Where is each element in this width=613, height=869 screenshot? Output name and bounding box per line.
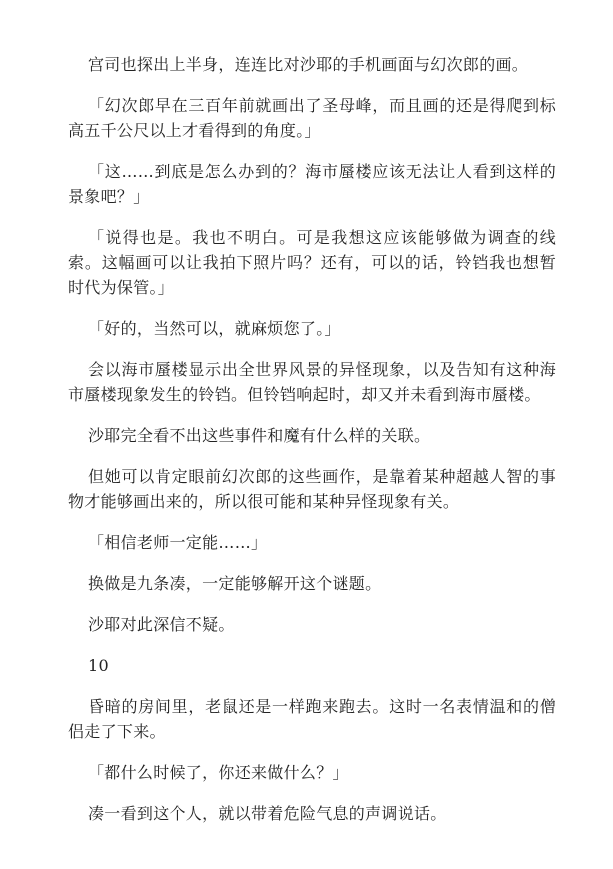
paragraph: 「说得也是。我也不明白。可是我想这应该能够做为调查的线索。这幅画可以让我拍下照片吗？还有，可以的话，铃铛我也想暂时代为保管。」: [68, 228, 556, 297]
paragraph: 沙耶对此深信不疑。: [88, 615, 235, 634]
paragraph: 「这……到底是怎么办到的？海市蜃楼应该无法让人看到这样的景象吧？」: [68, 162, 556, 206]
paragraph: 换做是九条凑，一定能够解开这个谜题。: [88, 574, 382, 593]
paragraph: 凑一看到这个人，就以带着危险气息的声调说话。: [88, 804, 447, 823]
document-page: [68, 52, 556, 842]
paragraph: 但她可以肯定眼前幻次郎的这些画作，是靠着某种超越人智的事物才能够画出来的，所以很可能和某种异怪现象有关。: [68, 467, 556, 511]
paragraph: 宫司也探出上半身，连连比对沙耶的手机画面与幻次郎的画。: [88, 55, 529, 74]
paragraph: 会以海市蜃楼显示出全世界风景的异怪现象，以及告知有这种海市蜃楼现象发生的铃铛。但铃铛响起时，却又并未看到海市蜃楼。: [68, 360, 556, 404]
paragraph: 沙耶完全看不出这些事件和魔有什么样的关联。: [88, 426, 431, 445]
paragraph: 「好的，当然可以，就麻烦您了。」: [88, 319, 341, 338]
paragraph: 昏暗的房间里，老鼠还是一样跑来跑去。这时一名表情温和的僧侣走了下来。: [68, 697, 556, 741]
paragraph: 「都什么时候了，你还来做什么？」: [88, 763, 349, 782]
section-number: 10: [88, 656, 109, 675]
paragraph: 「相信老师一定能……」: [88, 533, 268, 552]
paragraph: 「幻次郎早在三百年前就画出了圣母峰，而且画的还是得爬到标高五千公尺以上才看得到的角度。」: [68, 96, 556, 140]
